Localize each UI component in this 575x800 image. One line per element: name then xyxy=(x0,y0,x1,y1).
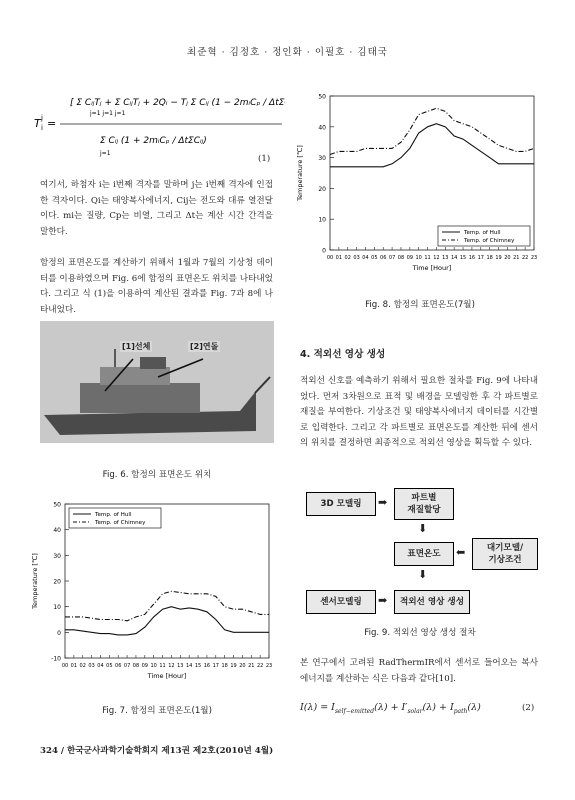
x-tick-label: 12 xyxy=(168,663,175,669)
x-tick-label: 19 xyxy=(495,255,502,261)
svg-text:i: i xyxy=(41,124,43,132)
svg-text:j: j xyxy=(41,114,43,122)
box-sensor-modeling: 센서모델링 xyxy=(306,590,376,614)
svg-text:j=1 j=1 j=1: j=1 j=1 j=1 xyxy=(90,110,126,117)
fig7-chart xyxy=(25,496,280,696)
x-tick-label: 05 xyxy=(106,663,113,669)
x-tick-label: 21 xyxy=(248,663,255,669)
x-tick-label: 20 xyxy=(239,663,246,669)
x-tick-label: 07 xyxy=(123,663,131,669)
x-tick-label: 18 xyxy=(221,663,228,669)
x-tick-label: 14 xyxy=(450,255,458,261)
box-weather: 대기모델/ 기상조건 xyxy=(472,538,538,570)
x-tick-label: 00 xyxy=(326,255,334,261)
svg-text:Σ Cᵢⱼ (1 + 2mᵢCₚ / ΔtΣCᵢⱼ): Σ Cᵢⱼ (1 + 2mᵢCₚ / ΔtΣCᵢⱼ) xyxy=(100,136,207,146)
legend-entry: Temp. of Chimney xyxy=(464,238,515,245)
svg-text:=: = xyxy=(47,117,57,130)
running-header: 최준혁 · 김정호 · 정인화 · 이필호 · 김태국 xyxy=(187,47,388,58)
arrow-down-icon: ⬇ xyxy=(418,522,428,535)
paragraph-variables: 여기서, 하첨자 i는 i번째 격자를 말하며 j는 i번째 격자에 인접한 격자이다. Qi는 태양복사에너지, Cij는 전도와 대류 열전달이다. mi는 질량, Cp는 비열, 그리고 Δt는 계산 시간 간격을 말한다. xyxy=(40,180,273,237)
x-tick-label: 23 xyxy=(530,255,538,261)
series-line-chimney xyxy=(65,591,269,621)
legend-entry: Temp. of Hull xyxy=(464,230,501,237)
x-tick-label: 19 xyxy=(230,663,237,669)
x-tick-label: 05 xyxy=(371,255,378,261)
x-tick-label: 18 xyxy=(486,255,493,261)
x-tick-label: 03 xyxy=(353,255,360,261)
fig6-caption: Fig. 6. 함정의 표면온도 위치 xyxy=(102,470,212,480)
svg-text:T: T xyxy=(34,117,41,130)
paragraph-surface-temp: 함정의 표면온도를 계산하기 위해서 1월과 7월의 기상청 데이터를 이용하였으며 Fig. 6에 함정의 표면온도 위치를 나타내었다. 그리고 식 (1)을 이용하여 계산된 결과를 Fig. 7과 8에 나타내었다. xyxy=(40,258,273,315)
x-tick-label: 06 xyxy=(115,663,122,669)
x-axis-label: Time [Hour] xyxy=(147,672,187,680)
x-tick-label: 23 xyxy=(265,663,273,669)
y-tick-label: 10 xyxy=(53,604,61,612)
fig8-chart xyxy=(290,88,545,288)
x-tick-label: 12 xyxy=(433,255,440,261)
x-tick-label: 15 xyxy=(459,255,467,261)
equation-1 xyxy=(30,85,285,165)
y-tick-label: 50 xyxy=(53,501,61,509)
fig6-label-hull: [1]선체 xyxy=(122,342,151,351)
y-tick-label: 10 xyxy=(318,216,326,224)
series-line-chimney xyxy=(330,108,534,154)
fig6-label-chimney: [2]연돌 xyxy=(190,342,219,351)
section-4-title: 4. 적외선 영상 생성 xyxy=(300,349,386,360)
x-tick-label: 04 xyxy=(97,663,104,669)
y-tick-label: -10 xyxy=(51,655,61,663)
x-tick-label: 17 xyxy=(477,255,484,261)
fig8-caption: Fig. 8. 함정의 표면온도(7월) xyxy=(365,300,475,310)
y-tick-label: 50 xyxy=(318,93,326,101)
y-tick-label: 30 xyxy=(318,155,326,163)
equation-1-number: (1) xyxy=(258,154,271,164)
x-tick-label: 06 xyxy=(380,255,387,261)
fig7-caption: Fig. 7. 함정의 표면온도(1월) xyxy=(102,706,212,716)
x-axis-label: Time [Hour] xyxy=(412,264,452,272)
y-tick-label: 40 xyxy=(318,124,326,132)
x-tick-label: 15 xyxy=(194,663,202,669)
equation-1-graphic xyxy=(30,85,285,165)
x-tick-label: 16 xyxy=(468,255,476,261)
equation-2: $I(\lambda) = I_{self-emitted}(\lambda) + I'_{solar}(\lambda) + I_{path}(\lambda)$ xyxy=(300,702,481,715)
x-tick-label: 09 xyxy=(406,255,414,261)
svg-text:[ Σ CᵢⱼTⱼ + Σ CᵢⱼTⱼ + 2Qᵢ − Tⱼ: [ Σ CᵢⱼTⱼ + Σ CᵢⱼTⱼ + 2Qᵢ − Tⱼ Σ Cᵢⱼ (1 − 2mᵢCₚ / ΔtΣCᵢⱼ) ] xyxy=(70,98,285,108)
fig9-caption: Fig. 9. 적외선 영상 생성 절차 xyxy=(364,628,476,638)
x-tick-label: 22 xyxy=(521,255,529,261)
x-tick-label: 22 xyxy=(256,663,264,669)
arrow-right-icon: ➡ xyxy=(378,594,388,607)
x-tick-label: 10 xyxy=(150,663,157,669)
x-tick-label: 14 xyxy=(185,663,193,669)
x-tick-label: 07 xyxy=(388,255,396,261)
x-tick-label: 00 xyxy=(61,663,69,669)
y-axis-label: Temperature [℃] xyxy=(31,553,39,609)
x-tick-label: 11 xyxy=(424,255,431,261)
svg-text:j=1: j=1 xyxy=(100,150,111,157)
x-tick-label: 11 xyxy=(159,663,166,669)
legend xyxy=(69,508,161,528)
x-tick-label: 08 xyxy=(397,255,405,261)
x-tick-label: 16 xyxy=(203,663,211,669)
x-tick-label: 01 xyxy=(70,663,78,669)
y-tick-label: 0 xyxy=(322,247,326,255)
x-tick-label: 02 xyxy=(344,255,351,261)
x-tick-label: 17 xyxy=(212,663,219,669)
series-line-hull xyxy=(65,607,269,635)
x-tick-label: 04 xyxy=(362,255,369,261)
x-tick-label: 21 xyxy=(513,255,520,261)
legend-entry: Temp. of Chimney xyxy=(95,520,146,527)
y-tick-label: 30 xyxy=(53,552,61,560)
paragraph-ir-procedure: 적외선 신호를 예측하기 위해서 필요한 절차를 Fig. 9에 나타내었다. 먼저 3차원으로 표적 및 배경을 모델링한 후 각 파트별로 재질을 부여한다. 기상조건 및 태양복사에너지 데이터를 시간별로 입력한다. 그리고 각 파트별로 표면온도를 계산한 뒤에 센서의 위치를 결정하면 최종적으로 적외선 영상을 획득할 수 있다. xyxy=(300,376,538,449)
legend-entry: Temp. of Hull xyxy=(95,512,132,519)
series-line-hull xyxy=(330,124,534,167)
y-tick-label: 40 xyxy=(53,527,61,535)
x-tick-label: 13 xyxy=(177,663,184,669)
box-ir-image: 적외선 영상 생성 xyxy=(394,590,470,614)
box-material: 파트별 재질할당 xyxy=(394,488,454,520)
arrow-left-icon: ⬅ xyxy=(456,546,466,559)
x-tick-label: 01 xyxy=(335,255,343,261)
x-tick-label: 10 xyxy=(415,255,422,261)
x-tick-label: 08 xyxy=(132,663,140,669)
legend xyxy=(438,226,530,246)
arrow-down-icon: ⬇ xyxy=(418,568,428,581)
fig9-flowchart xyxy=(300,482,540,612)
ship-photo xyxy=(40,321,274,443)
paragraph-radtherm: 본 연구에서 고려된 RadThermIR에서 센서로 들어오는 복사에너지를 계산하는 식은 다음과 같다[10]. xyxy=(300,658,538,684)
y-tick-label: 0 xyxy=(57,629,61,637)
x-tick-label: 13 xyxy=(442,255,449,261)
box-surface-temp: 표면온도 xyxy=(394,542,454,566)
y-tick-label: 20 xyxy=(53,578,61,586)
x-tick-label: 02 xyxy=(79,663,86,669)
box-3d-modeling: 3D 모델링 xyxy=(306,492,376,516)
y-axis-label: Temperature [℃] xyxy=(296,145,304,201)
page-footer: 324 / 한국군사과학기술학회지 제13권 제2호(2010년 4월) xyxy=(40,746,274,756)
x-tick-label: 20 xyxy=(504,255,511,261)
y-tick-label: 20 xyxy=(318,185,326,193)
arrow-right-icon: ➡ xyxy=(378,496,388,509)
x-tick-label: 09 xyxy=(141,663,149,669)
x-tick-label: 03 xyxy=(88,663,95,669)
fig6-image xyxy=(40,321,274,443)
equation-2-number: (2) xyxy=(522,703,535,713)
